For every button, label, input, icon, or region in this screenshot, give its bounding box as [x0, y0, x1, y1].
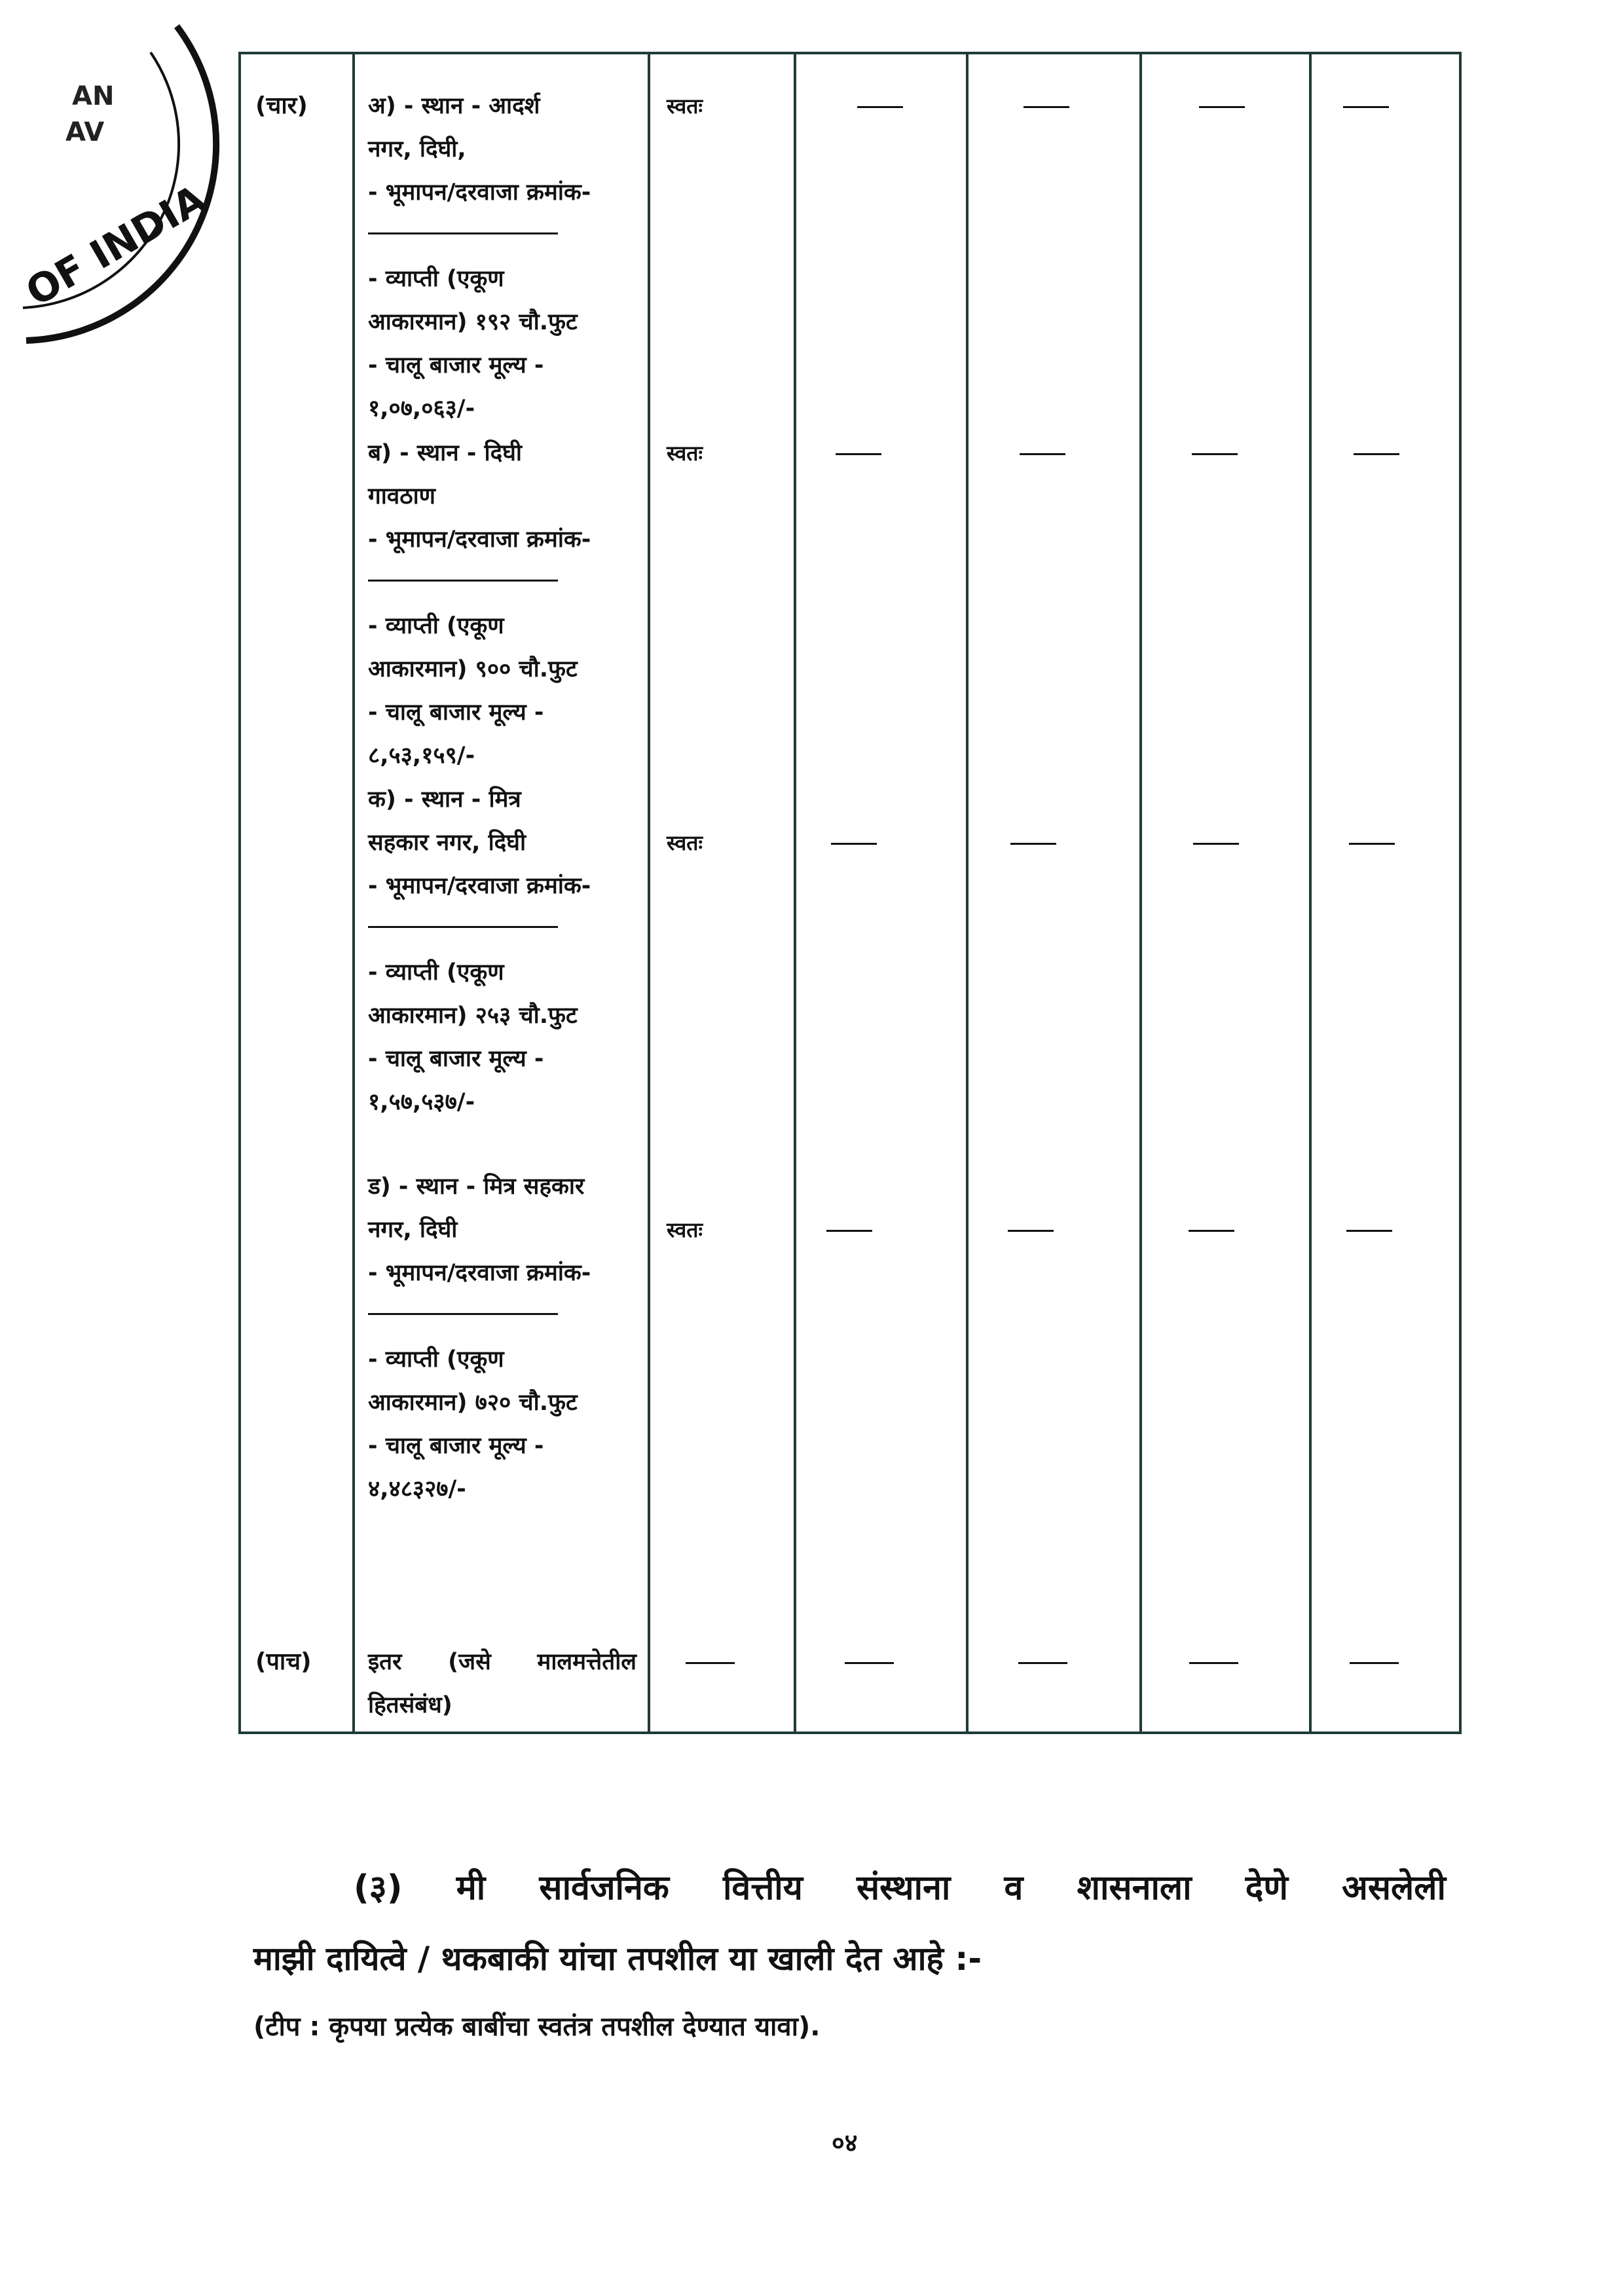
empty-dash [1020, 453, 1065, 455]
empty-dash [857, 106, 903, 108]
ownership-text: स्वतः [667, 94, 703, 119]
location-line: सहकार नगर, दिघी [368, 830, 526, 856]
market-value: ८,५३,१५९/- [368, 743, 475, 769]
area-line: - व्याप्ती (एकूण [368, 266, 504, 292]
market-value-label: - चालू बाजार मूल्य - [368, 1046, 544, 1072]
empty-dash [826, 1230, 872, 1232]
empty-dash [1343, 106, 1389, 108]
location-line: ड) - स्थान - मित्र सहकार [368, 1174, 585, 1200]
survey-number-blank [368, 908, 643, 951]
page-number: ०४ [832, 2128, 858, 2157]
area-line: - व्याप्ती (एकूण [368, 613, 504, 639]
market-value: १,५७,५३७/- [368, 1089, 475, 1115]
column-divider [1309, 52, 1312, 1734]
row-number: (चार) [255, 92, 308, 119]
column-divider [966, 52, 969, 1734]
empty-dash [1189, 1230, 1234, 1232]
empty-dash [1189, 1662, 1238, 1664]
property-item [368, 1165, 643, 1511]
seal-stamp [0, 0, 236, 367]
other-interests [368, 1640, 643, 1727]
svg-text:OF INDIA: OF INDIA [18, 176, 214, 316]
row-number: (पाच) [255, 1648, 312, 1675]
empty-dash [1008, 1230, 1054, 1232]
area-line: आकारमान) १९२ चौ.फुट [368, 309, 578, 335]
empty-dash [1199, 106, 1245, 108]
empty-dash [1350, 1662, 1399, 1664]
section-3-heading: (३) मी सार्वजनिक वित्तीय संस्थाना व शासनाला देणे असलेली [354, 1868, 1446, 1908]
empty-dash [1349, 843, 1395, 845]
ownership-text: स्वतः [667, 1217, 703, 1242]
property-item [368, 778, 643, 1124]
empty-dash [845, 1662, 894, 1664]
ownership-text: स्वतः [667, 441, 703, 466]
survey-number-blank [368, 1295, 643, 1338]
empty-dash [686, 1662, 735, 1664]
market-value-label: - चालू बाजार मूल्य - [368, 699, 544, 726]
empty-dash [1193, 843, 1239, 845]
ownership-text: स्वतः [667, 830, 703, 855]
property-item [368, 84, 643, 430]
empty-dash [1024, 106, 1069, 108]
column-divider [794, 52, 796, 1734]
location-line: नगर, दिघी, [368, 136, 466, 162]
empty-dash [1192, 453, 1238, 455]
description-line: हितसंबंध) [368, 1692, 452, 1718]
property-item [368, 432, 643, 777]
empty-dash [1018, 1662, 1067, 1664]
survey-number-label: - भूमापन/दरवाजा क्रमांक- [368, 179, 591, 206]
survey-number-label: - भूमापन/दरवाजा क्रमांक- [368, 873, 591, 899]
survey-number-blank [368, 214, 643, 257]
empty-dash [1010, 843, 1056, 845]
section-3-heading-cont: माझी दायित्वे / थकबाकी यांचा तपशील या खाली देत आहे :- [253, 1940, 982, 1978]
area-line: आकारमान) ९०० चौ.फुट [368, 656, 578, 682]
market-value: ४,४८३२७/- [368, 1476, 466, 1502]
area-line: - व्याप्ती (एकूण [368, 959, 504, 986]
empty-dash [1346, 1230, 1392, 1232]
location-line: नगर, दिघी [368, 1217, 458, 1243]
empty-dash [1354, 453, 1399, 455]
column-divider [1139, 52, 1142, 1734]
survey-number-label: - भूमापन/दरवाजा क्रमांक- [368, 1260, 591, 1286]
column-divider [352, 52, 355, 1734]
area-line: आकारमान) २५३ चौ.फुट [368, 1003, 578, 1029]
section-3-note: (टीप : कृपया प्रत्येक बाबींचा स्वतंत्र तपशील देण्यात यावा). [253, 2012, 821, 2042]
empty-dash [836, 453, 881, 455]
survey-number-label: - भूमापन/दरवाजा क्रमांक- [368, 527, 591, 553]
svg-text:AV: AV [65, 117, 105, 147]
area-line: - व्याप्ती (एकूण [368, 1346, 504, 1373]
column-divider [648, 52, 650, 1734]
area-line: आकारमान) ७२० चौ.फुट [368, 1390, 578, 1416]
location-line: अ) - स्थान - आदर्श [368, 93, 540, 119]
svg-text:AN: AN [72, 81, 115, 111]
description-line: इतर (जसे मालमत्तेतील [368, 1649, 637, 1675]
location-line: क) - स्थान - मित्र [368, 787, 521, 813]
survey-number-blank [368, 561, 643, 604]
empty-dash [831, 843, 877, 845]
market-value: १,०७,०६३/- [368, 396, 475, 422]
market-value-label: - चालू बाजार मूल्य - [368, 1433, 544, 1459]
location-line: ब) - स्थान - दिघी [368, 440, 522, 466]
location-line: गावठाण [368, 483, 435, 509]
market-value-label: - चालू बाजार मूल्य - [368, 352, 544, 379]
